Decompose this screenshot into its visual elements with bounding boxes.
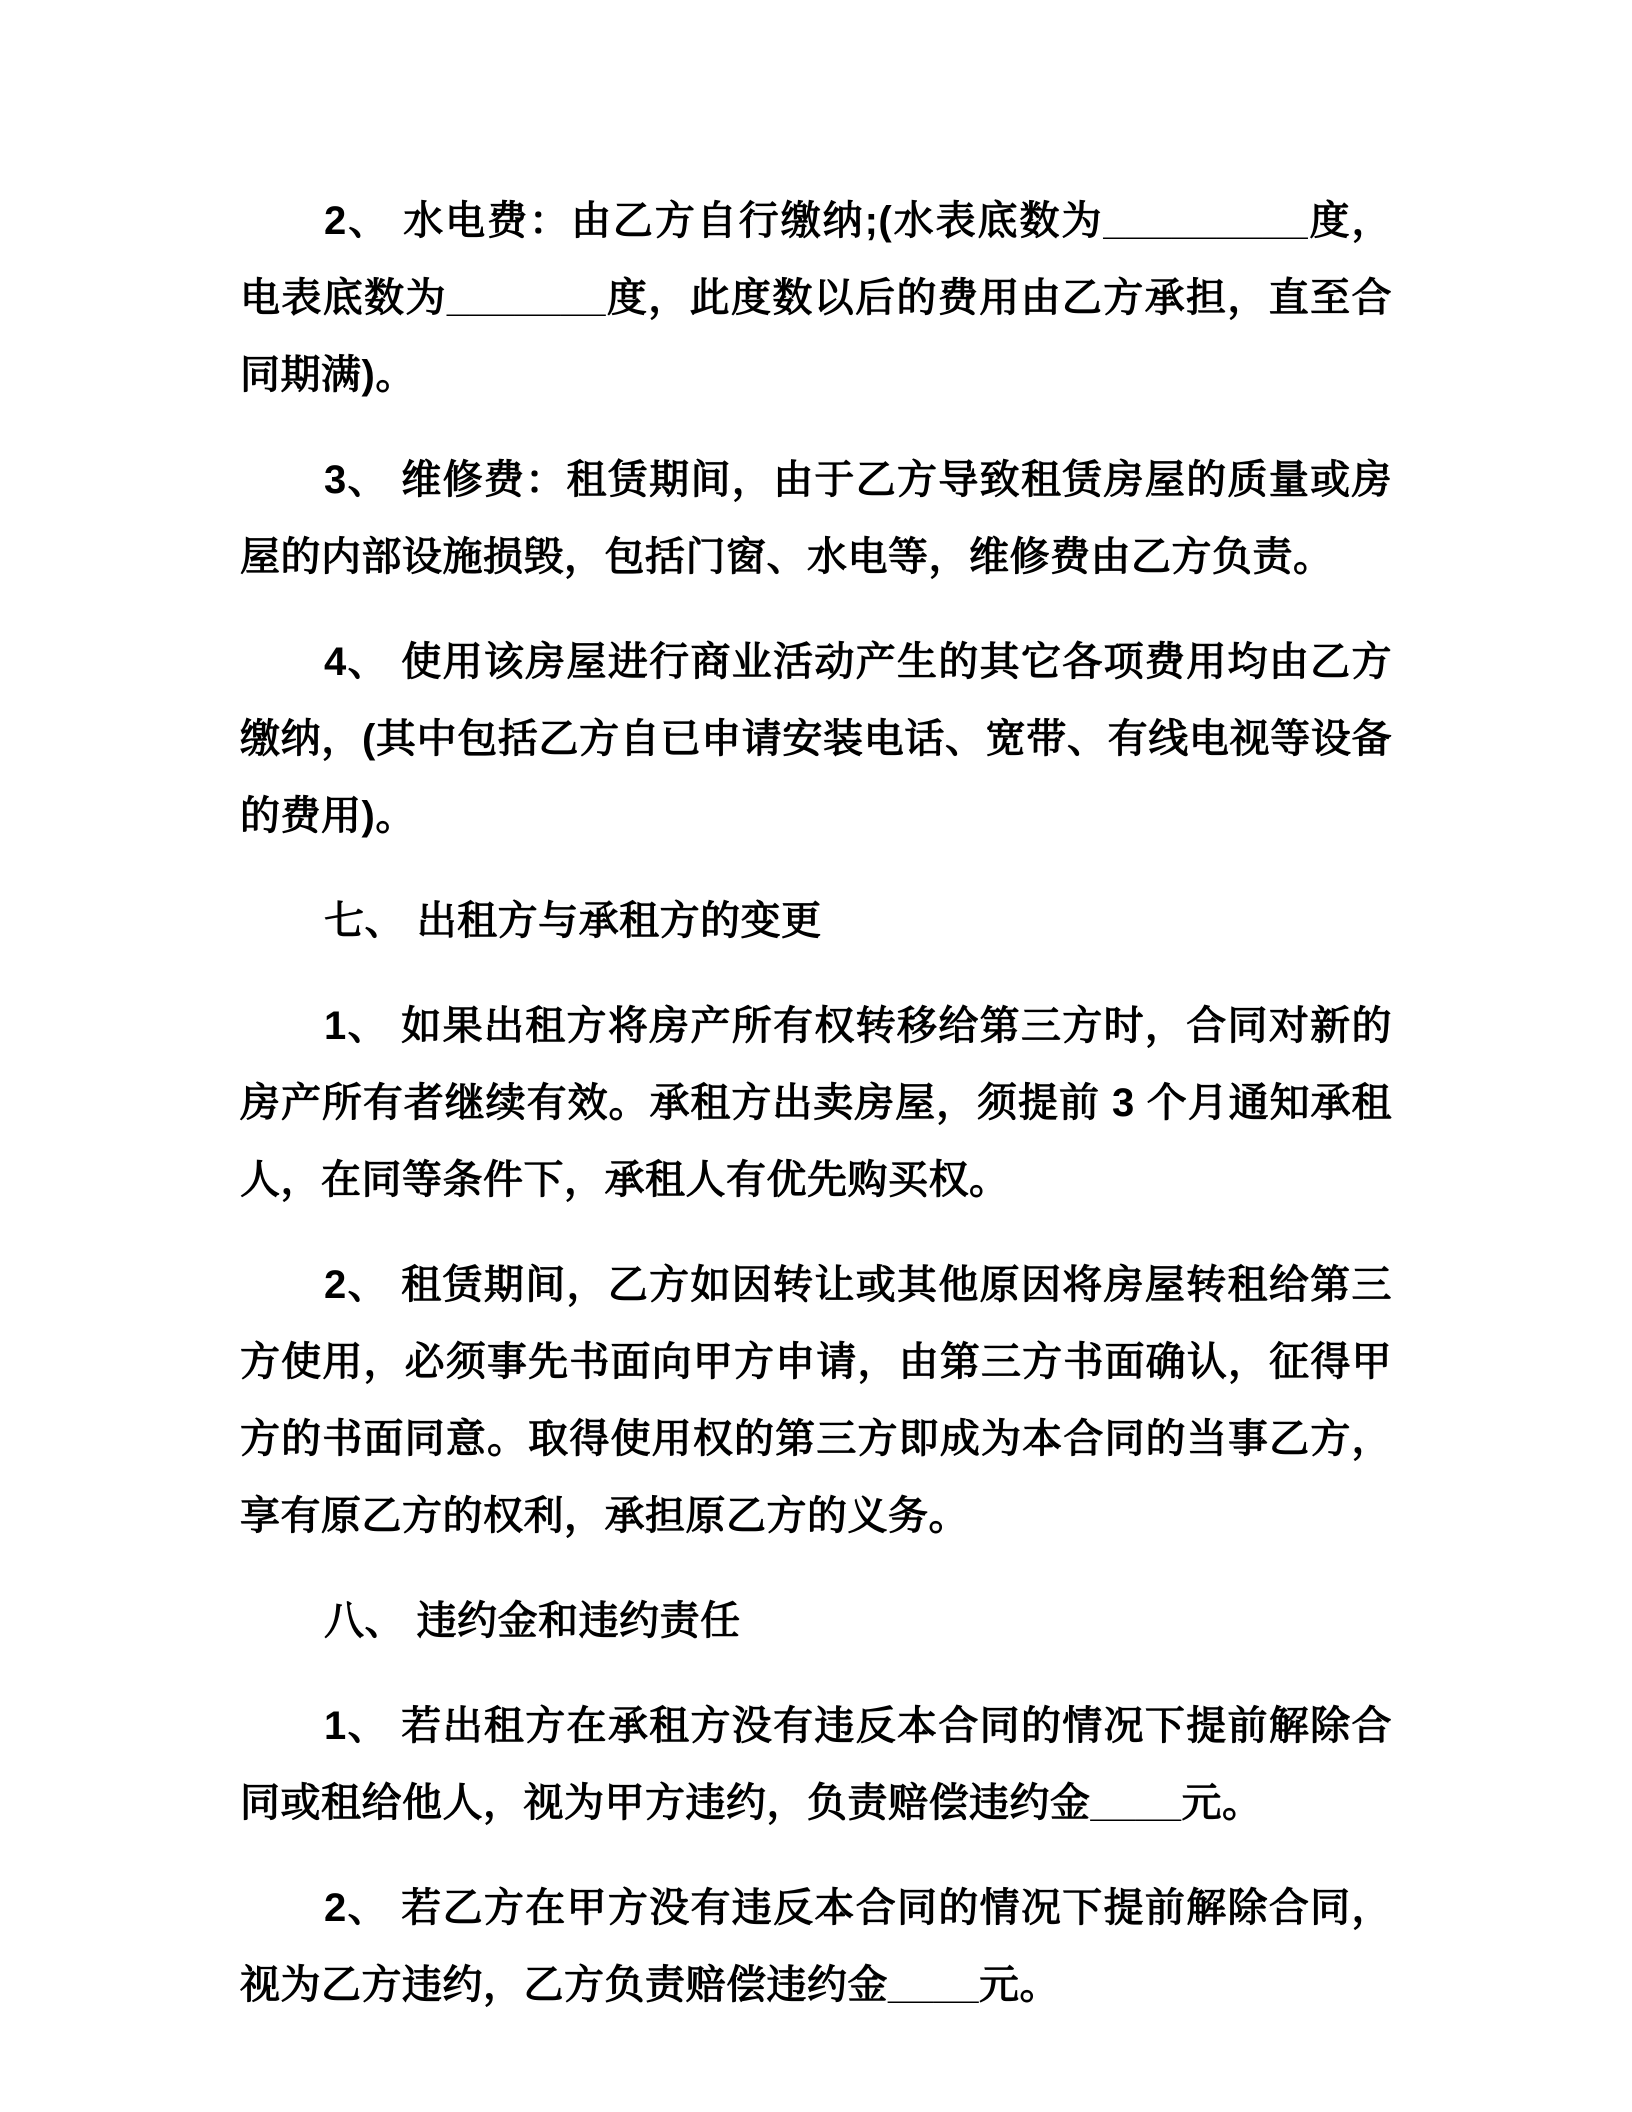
clause-other-fees: 4、 使用该房屋进行商业活动产生的其它各项费用均由乙方缴纳，(其中包括乙方自已申请安装电话、宽带、有线电视等设备的费用)。: [240, 640, 1392, 838]
section-heading-breach-penalty: 八、 违约金和违约责任: [324, 1599, 741, 1643]
clause-lessee-breach: 2、 若乙方在甲方没有违反本合同的情况下提前解除合同，视为乙方违约，乙方负责赔偿违约金____元。: [240, 1886, 1392, 2007]
clause-repair-fee: 3、 维修费：租赁期间，由于乙方导致租赁房屋的质量或房屋的内部设施损毁，包括门窗、水电等，维修费由乙方负责。: [240, 458, 1392, 579]
clause-lessor-breach: 1、 若出租方在承租方没有违反本合同的情况下提前解除合同或租给他人，视为甲方违约，负责赔偿违约金____元。: [240, 1704, 1392, 1825]
section-heading-lessor-lessee-change: 七、 出租方与承租方的变更: [324, 899, 822, 943]
clause-ownership-transfer: 1、 如果出租方将房产所有权转移给第三方时，合同对新的房产所有者继续有效。承租方出卖房屋，须提前 3 个月通知承租人，在同等条件下，承租人有优先购买权。: [240, 1004, 1392, 1202]
clause-sublease: 2、 租赁期间，乙方如因转让或其他原因将房屋转租给第三方使用，必须事先书面向甲方申请，由第三方书面确认，征得甲方的书面同意。取得使用权的第三方即成为本合同的当事乙方，享有原乙方的权利，承担原乙方的义务。: [240, 1263, 1392, 1538]
clause-water-electricity-fee: 2、 水电费：由乙方自行缴纳;(水表底数为_________度，电表底数为_______度，此度数以后的费用由乙方承担，直至合同期满)。: [240, 199, 1392, 397]
